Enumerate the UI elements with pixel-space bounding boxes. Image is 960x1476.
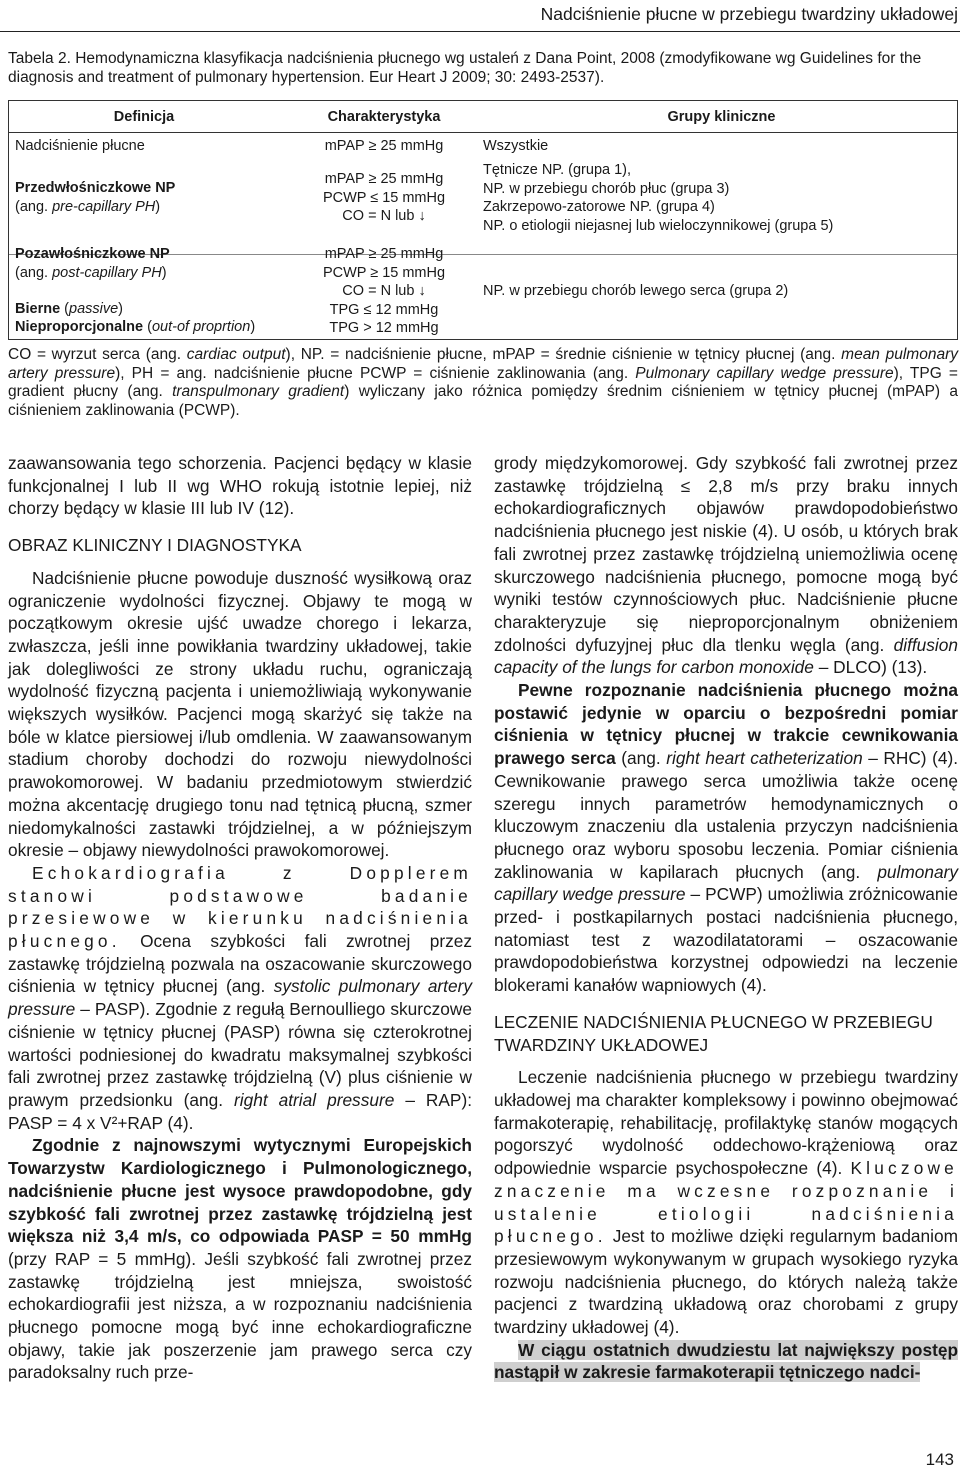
paragraph-intro: zaawansowania tego schorzenia. Pacjenci będący w klasie funkcjonalnej I lub II wg WHO rokują istotnie lepiej, niż chorzy będący w klasie III lub IV (12). [8, 453, 472, 519]
row3-group: NP. w przebiegu chorób lewego serca (grupa 2) [483, 283, 789, 299]
row2-group-5: NP. o etiologii niejasnej lub wieloczynnikowej (grupa 5) [483, 217, 834, 234]
header-rule [0, 31, 960, 32]
row3-def-ang: (ang. [15, 264, 53, 281]
row3-passive-english: passive [69, 301, 119, 317]
paragraph-rhc: Pewne rozpoznanie nadciśnienia płucnego można postawić jedynie w oparciu o bezpośredni pomiar ciśnienia w tętnicy płucnej w trakcie cewnikowania prawego serca (ang. right heart catheterization – RHC) (4). Cewnikowanie prawego serca umożliwia także ocenę szeregu innych parametrów hemodynamicznych o kluczowym znaczeniu dla ustalenia przyczyn nadciśnienia płucnego oraz wyboru sposobu leczenia. Pomiar ciśnienia zaklinowania w kapilarach płucnych (ang. pulmonary capillary wedge pressure – PCWP) umożliwia zróżnicowanie przed- i postkapilarnych postaci nadciśnienia płucnego, natomiast test z wazodilatatorami – oszacowanie prawdopodobieństwa korzystnej odpowiedzi na leczenie blokerami kanałów wapniowych (4). [494, 680, 958, 996]
row1-characteristic: mPAP ≥ 25 mmHg [324, 138, 444, 154]
right-column [494, 452, 958, 1384]
table-header-grupy: Grupy kliniczne [667, 109, 776, 125]
row2-characteristic [289, 170, 479, 226]
row2-group-3: NP. w przebiegu chorób płuc (grupa 3) [483, 180, 730, 197]
section-heading-treatment: LECZENIE NADCIŚNIENIA PŁUCNEGO W PRZEBIEGU TWARDZINY UKŁADOWEJ [494, 1011, 933, 1055]
section-heading-diagnostics: OBRAZ KLINICZNY I DIAGNOSTYKA [8, 535, 302, 556]
row2-group-1: Tętnicze NP. (grupa 1), [483, 162, 632, 178]
classification-table [8, 100, 958, 340]
row2-group-4: Zakrzepowo-zatorowe NP. (grupa 4) [483, 199, 715, 215]
row3-outof: Nieproporcjonalne (out-of proprtion) [15, 319, 256, 335]
paragraph-echo: Echokardiografia z Dopplerem stanowi podstawowe badanie przesiewowe w kierunku nadciśnienia płucnego. Ocena szybkości fali zwrotnej przez zastawkę trójdzielną pozwala na oszacowanie skurczowego ciśnienia w tętnicy płucnej (ang. systolic pulmonary artery pressure – PASP). Zgodnie z regułą Bernoulliego skurczowe ciśnienie w tętnicy płucnej (PASP) równa się czterokrotnej wartości podniesionej do kwadratu maksymalnej szybkości fali zwrotnej przez zastawkę trójdzielną (V) plus ciśnienie w prawym przedsionku (ang. right atrial pressure – RAP): PASP = 4 x V²+RAP (4). [8, 862, 473, 1133]
row2-def-name: Przedwłośniczkowe NP [15, 180, 176, 196]
echo-spaced-text: Echokardiografia z Dopplerem stanowi podstawowe badanie przesiewowe w kierunku nadciśnienia płucnego. [8, 862, 472, 952]
row2-char-mpap: mPAP ≥ 25 mmHg [324, 171, 444, 187]
row3-outof-name: Nieproporcjonalne [15, 319, 144, 335]
guidelines-bold: Zgodnie z najnowszymi wytycznymi Europejskich Towarzystw Kardiologicznego i Pulmonologicznego, nadciśnienie płucne jest wysoce prawdopodobne, gdy szybkość fali zwrotnej przez zastawkę trójdzielną jest większa niż 3,4 m/s, co odpowiada PASP = 50 mmHg [8, 1135, 472, 1247]
page-number: 143 [925, 1450, 954, 1469]
row3-char-tpg-high: TPG > 12 mmHg [329, 320, 439, 336]
row3-characteristic [289, 245, 479, 338]
row2-definition [15, 179, 175, 216]
row3-char-tpg-low: TPG ≤ 12 mmHg [329, 301, 439, 318]
row2-def-ang: (ang. [15, 198, 53, 215]
treatment-spaced-text: Kluczowe znaczenie ma wczesne rozpoznanie i ustalenie etiologii nadciśnienia płucnego. [494, 1158, 958, 1247]
paragraph-continued: grody międzykomorowej. Gdy szybkość fali zwrotnej przez zastawkę trójdzielną ≤ 2,8 m/s przy braku innych echokardiograficznych objawów prawdopodobieństwo nadciśnienia płucnego jest niskie (4). U osób, u których brak fali zwrotnej przez zastawkę trójdzielną uniemożliwia ocenę skurczowego nadciśnienia płucnego, pomocne mogą być wyniki testów czynnościowych płuc. Nadciśnienie płucne charakteryzuje się nieproporcjonalnym obniżeniem zdolności dyfuzyjnej płuc dla tlenku węgla (ang. diffusion capacity of the lungs for carbon monoxide – DLCO) (13). [494, 453, 958, 678]
left-column [8, 452, 472, 1384]
paragraph-clinical: Nadciśnienie płucne powoduje duszność wysiłkową oraz ograniczenie wydolności fizycznej. Objawy te mogą w początkowym okresie ujść uwadze chorego i lekarza, zwłaszcza, jeśli inne powikłania twardziny układowej, takie jak dolegliwości ze strony układu ruchu, ograniczają wydolność fizyczną pacjenta i uniemożliwiają wykonywanie większych wysiłków. Pacjenci mogą skarżyć się także na bóle w klatce piersiowej i/lub omdlenia. W zaawansowanym stadium choroby dochodzi do rozwoju niewydolności prawokomorowej. W badaniu przedmiotowym stwierdzić można akcentację drugiego tonu nad tętnicą płucną, szmer niedomykalności zastawki trójdzielnej, a w późniejszym okresie – objawy niewydolności prawokomorowej. [8, 567, 472, 861]
row2-def-close: ) [155, 198, 161, 215]
row1-definition: Nadciśnienie płucne [15, 138, 145, 154]
row3-passive: Bierne (passive) [15, 301, 124, 317]
row3-definition [15, 245, 170, 282]
running-head: Nadciśnienie płucne w przebiegu twardziny układowej [540, 4, 958, 24]
row2-char-co: CO = N lub ↓ [342, 208, 426, 224]
row3-passive-name: Bierne [15, 301, 61, 317]
row3-def-name: Pozawłośniczkowe NP [15, 246, 170, 262]
table-header-charakterystyka: Charakterystyka [327, 109, 441, 125]
row3-outof-english: out-of proprtion [151, 319, 251, 335]
row2-char-pcwp: PCWP ≤ 15 mmHg [322, 189, 446, 206]
row1-group: Wszystkie [483, 138, 549, 154]
paragraph-guidelines: Zgodnie z najnowszymi wytycznymi Europejskich Towarzystw Kardiologicznego i Pulmonologicznego, nadciśnienie płucne jest wysoce prawdopodobne, gdy szybkość fali zwrotnej przez zastawkę trójdzielną jest większa niż 3,4 m/s, co odpowiada PASP = 50 mmHg (przy RAP = 5 mmHg). Jeśli szybkość fali zwrotnej przez zastawkę trójdzielną jest mniejsza, swoistość echokardiografii jest niższa, a w rozpoznaniu nadciśnienia płucnego pomocne mogą być inne echokardiograficzne objawy, takie jak poszerzenie jam prawego serca czy paradoksalny ruch prze- [8, 1135, 472, 1383]
row3-def-close: ) [161, 264, 167, 281]
rhc-bold: Pewne rozpoznanie nadciśnienia płucnego można postawić jedynie w oparciu o bezpośredni pomiar ciśnienia w tętnicy płucnej w trakcie cewnikowania prawego serca [494, 680, 958, 769]
paragraph-highlight [494, 1339, 958, 1384]
table-header-definicja: Definicja [113, 109, 175, 125]
highlight-text: W ciągu ostatnich dwudziestu lat największy postęp nastąpił w zakresie farmakoterapii tętniczego nadci- [494, 1339, 958, 1383]
row2-groups [483, 161, 833, 235]
table-caption: Tabela 2. Hemodynamiczna klasyfikacja nadciśnienia płucnego wg ustaleń z Dana Point, 2008 (zmodyfikowane wg Guidelines for the diagnosis and treatment of pulmonary hypertension. Eur Heart J 2009; 30: 2493-2537). [8, 50, 922, 86]
table-footnote: CO = wyrzut serca (ang. cardiac output), NP. = nadciśnienie płucne, mPAP = średnie ciśnienie w tętnicy płucnej (ang. mean pulmonary artery pressure), PH = ang. nadciśnienie płucne PCWP = ciśnienie zaklinowania (ang. Pulmonary capillary wedge pressure), TPG = gradient płucny (ang. transpulmonary gradient) wyliczany jako różnica pomiędzy średnim ciśnieniem w tętnicy płucnej (mPAP) a ciśnieniem zaklinowania (PCWP). [8, 346, 958, 419]
table-header-rule [9, 132, 957, 133]
row2-def-english: pre-capillary PH [52, 198, 156, 215]
row3-def-english: post-capillary PH [52, 264, 162, 281]
row3-char-pcwp: PCWP ≥ 15 mmHg [322, 264, 446, 281]
row3-char-co: CO = N lub ↓ [342, 283, 426, 299]
paragraph-treatment: Leczenie nadciśnienia płucnego w przebiegu twardziny układowej ma charakter kompleksowy i powinno obejmować farmakoterapię, rehabilitację, profilaktykę stanów mogących pogorszyć wydolność oddechowo-krążeniową oraz odpowiednie wsparcie psychospołeczne (4). Kluczowe znaczenie ma wczesne rozpoznanie i ustalenie etiologii nadciśnienia płucnego. Jest to możliwe dzięki regularnym badaniom przesiewowym wykonywanym w grupach wysokiego ryzyka rozwoju nadciśnienia płucnego, do których należą także pacjenci z twardziną układową oraz chorobami z grupy twardziny układowej (4). [494, 1067, 958, 1338]
row3-char-mpap: mPAP ≥ 25 mmHg [324, 246, 444, 262]
